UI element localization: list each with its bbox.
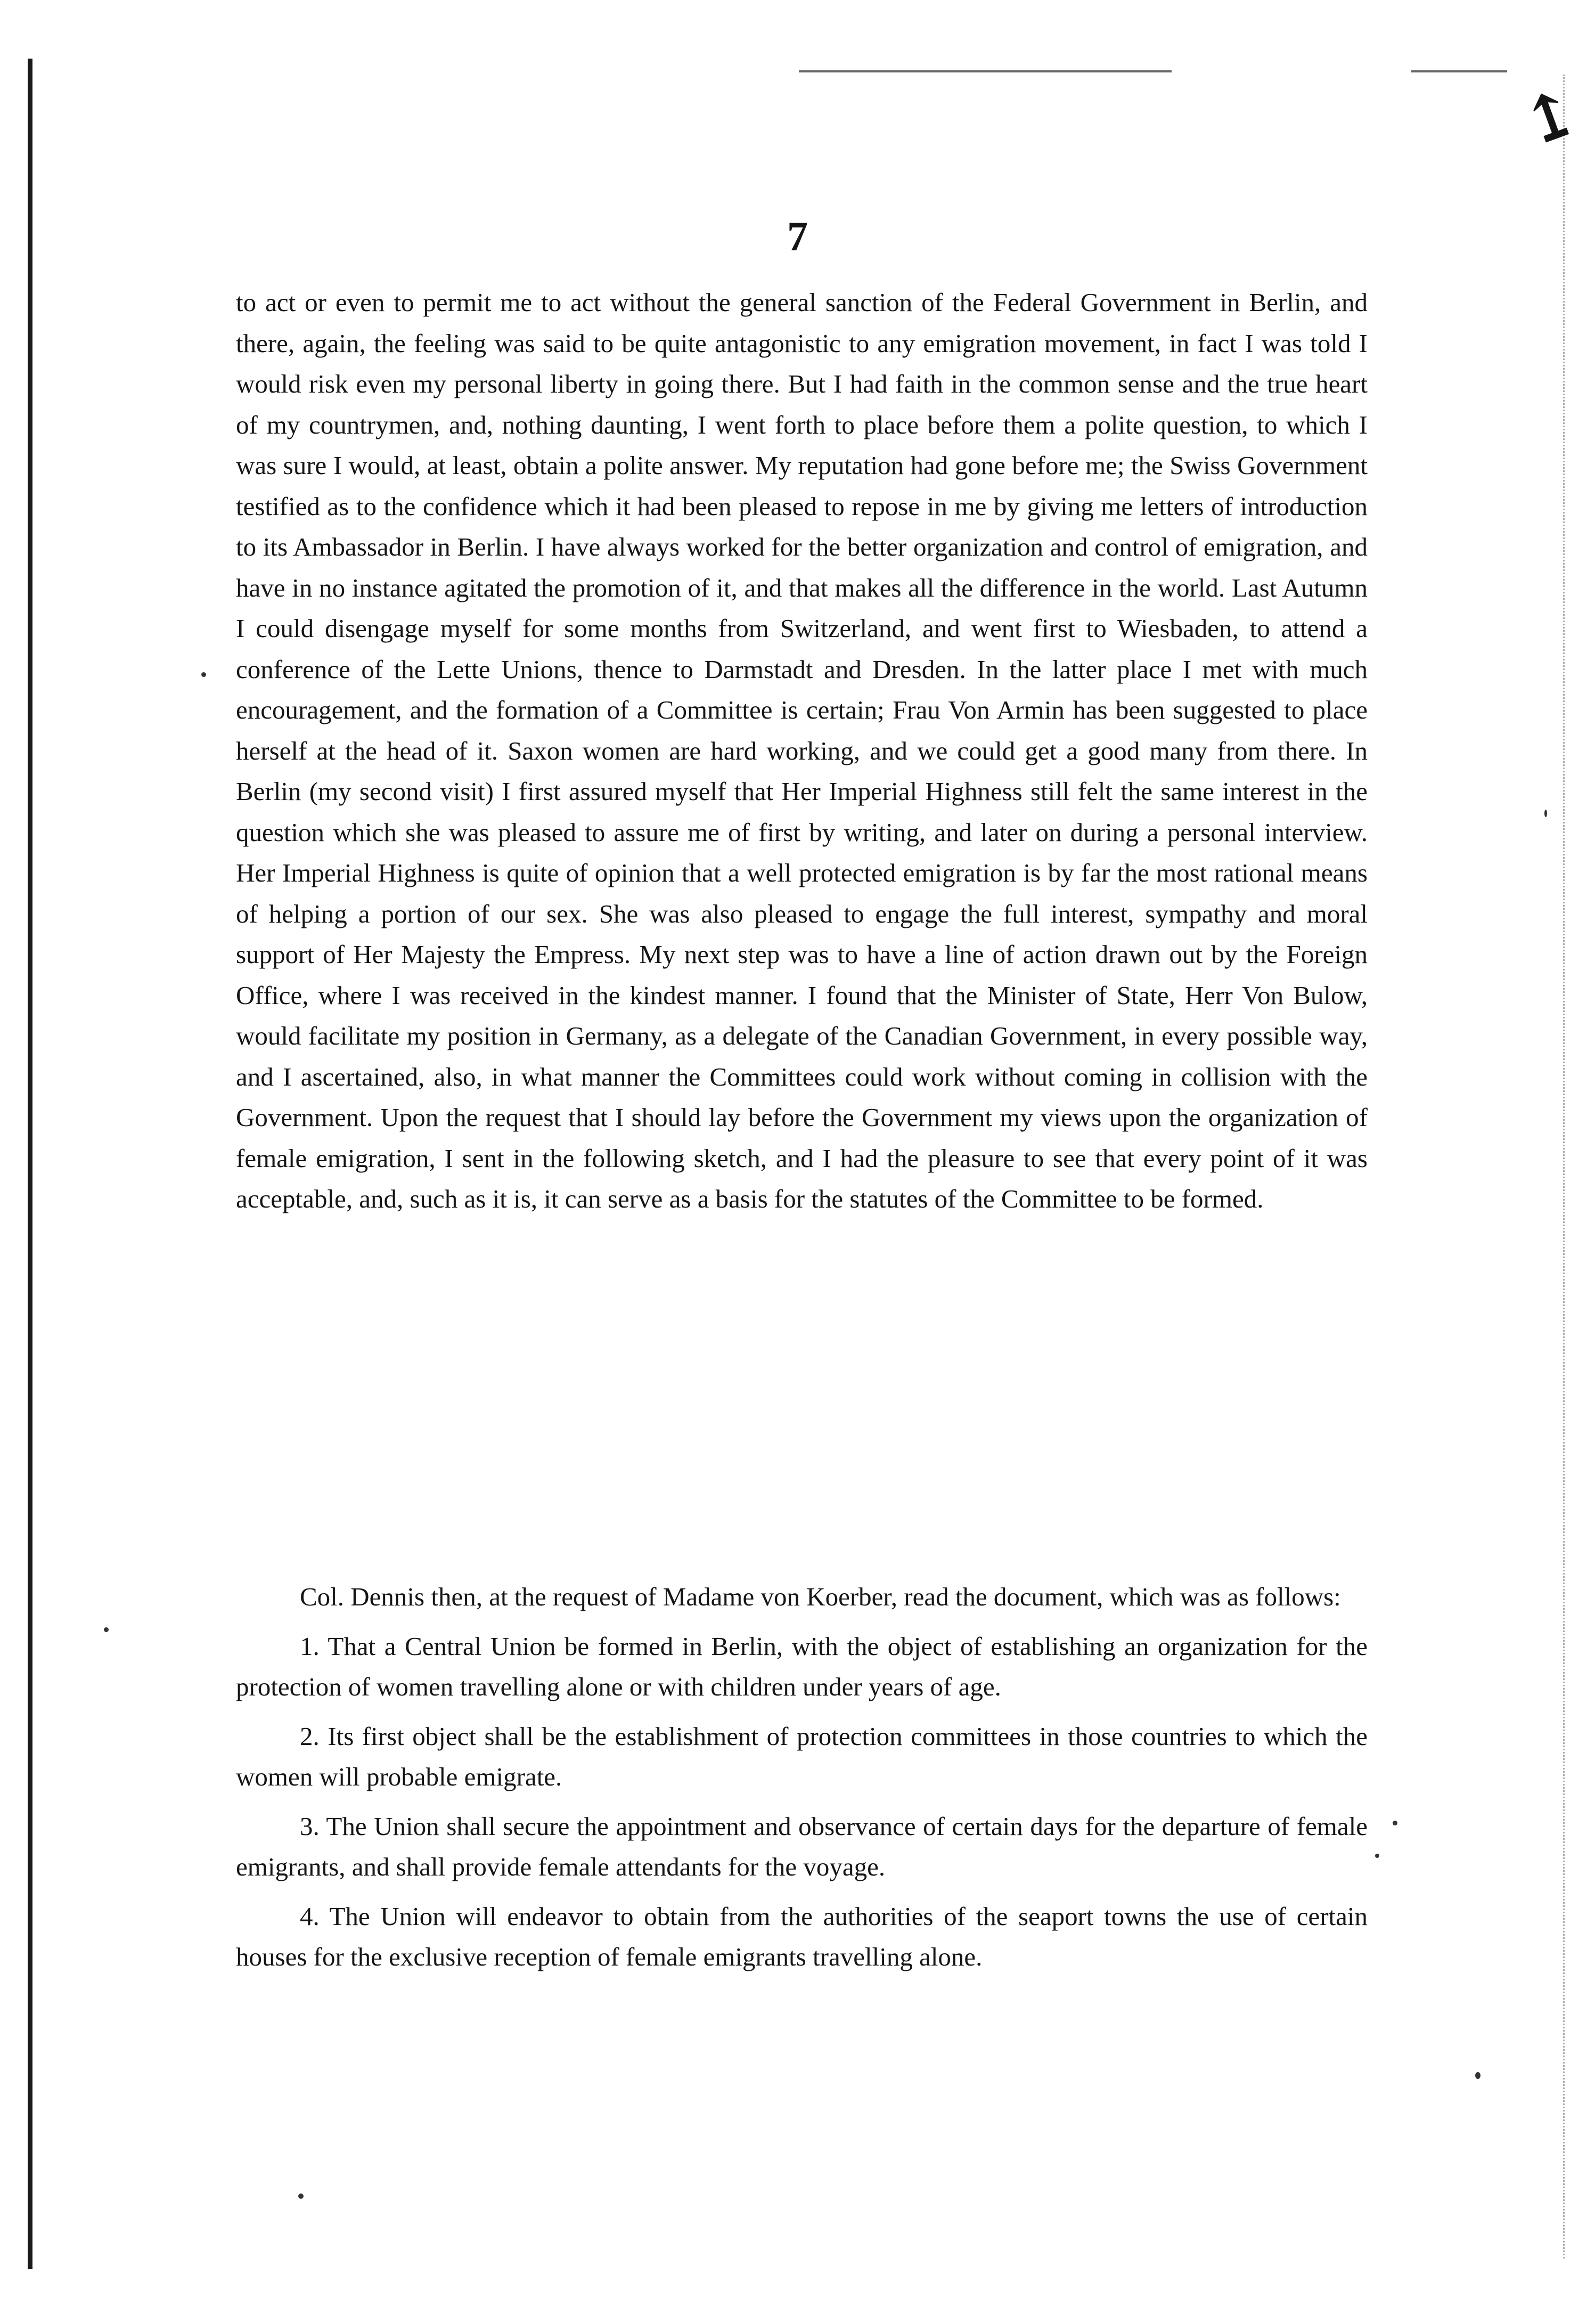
list-item: 2. Its first object shall be the establishment of protection committees in those countries to which the women will probable emigrate. (236, 1721, 1368, 1791)
binding-edge-line (28, 59, 32, 2269)
right-edge-marks (1563, 75, 1566, 2258)
list-item: 3. The Union shall secure the appointment and observance of certain days for the departure of female emigrants, and shall provide female attendants for the voyage. (236, 1811, 1368, 1881)
scan-speck (1544, 810, 1547, 817)
scan-speck (1393, 1821, 1397, 1825)
top-edge-dash (1411, 70, 1507, 72)
scan-speck (1375, 1854, 1379, 1858)
paragraph-reading-intro: Col. Dennis then, at the request of Madame von Koerber, read the document, which was as follows: (300, 1582, 1341, 1611)
list-item: 4. The Union will endeavor to obtain from the authorities of the seaport towns the use of certain houses for the exclusive reception of female emigrants travelling alone. (236, 1901, 1368, 1971)
top-edge-dash (799, 70, 1172, 72)
corner-mark: ↥ (1512, 75, 1588, 161)
scan-speck (201, 672, 206, 677)
scan-speck (298, 2193, 304, 2199)
list-item: 1. That a Central Union be formed in Berlin, with the object of establishing an organization for the protection of women travelling alone or with children under years of age. (236, 1631, 1368, 1701)
scan-speck (104, 1627, 109, 1632)
scan-speck (1475, 2072, 1481, 2079)
page-number: 7 (787, 213, 808, 259)
paragraph-letter-continuation: to act or even to permit me to act without the general sanction of the Federal Government in Berlin, and there, again, the feeling was said to be quite antagonistic to any emigration movement, in fact I was told I would risk even my personal liberty in going there. But I had faith in the common sense and the true heart of my countrymen, and, nothing daunting, I went forth to place before them a polite question, to which I was sure I would, at least, obtain a polite answer. My reputation had gone before me; the Swiss Government testified as to the confidence which it had been pleased to repose in me by giving me letters of introduction to its Ambassador in Berlin. I have always worked for the better organization and control of emigration, and have in no instance agitated the promotion of it, and that makes all the difference in the world. Last Autumn I could disengage myself for some months from Switzerland, and went first to Wiesbaden, to attend a conference of the Lette Unions, thence to Darmstadt and Dresden. In the latter place I met with much encouragement, and the formation of a Committee is certain; Frau Von Armin has been suggested to place herself at the head of it. Saxon women are hard working, and we could get a good many from there. In Berlin (my second visit) I first assured myself that Her Imperial Highness still felt the same interest in the question which she was pleased to assure me of first by writing, and later on during a personal interview. Her Imperial Highness is quite of opinion that a well protected emigration is by far the most rational means of helping a portion of our sex. She was also pleased to engage the full interest, sympathy and moral support of Her Majesty the Empress. My next step was to have a line of action drawn out by the Foreign Office, where I was received in the kindest manner. I found that the Minister of State, Herr Von Bulow, would facilitate my position in Germany, as a delegate of the Canadian Government, in every possible way, and I ascertained, also, in what manner the Committees could work without coming in collision with the Government. Upon the request that I should lay before the Government my views upon the organization of female emigration, I sent in the following sketch, and I had the pleasure to see that every point of it was acceptable, and, such as it is, it can serve as a basis for the statutes of the Committee to be formed. (236, 288, 1368, 1213)
document-section (236, 1577, 1368, 1978)
